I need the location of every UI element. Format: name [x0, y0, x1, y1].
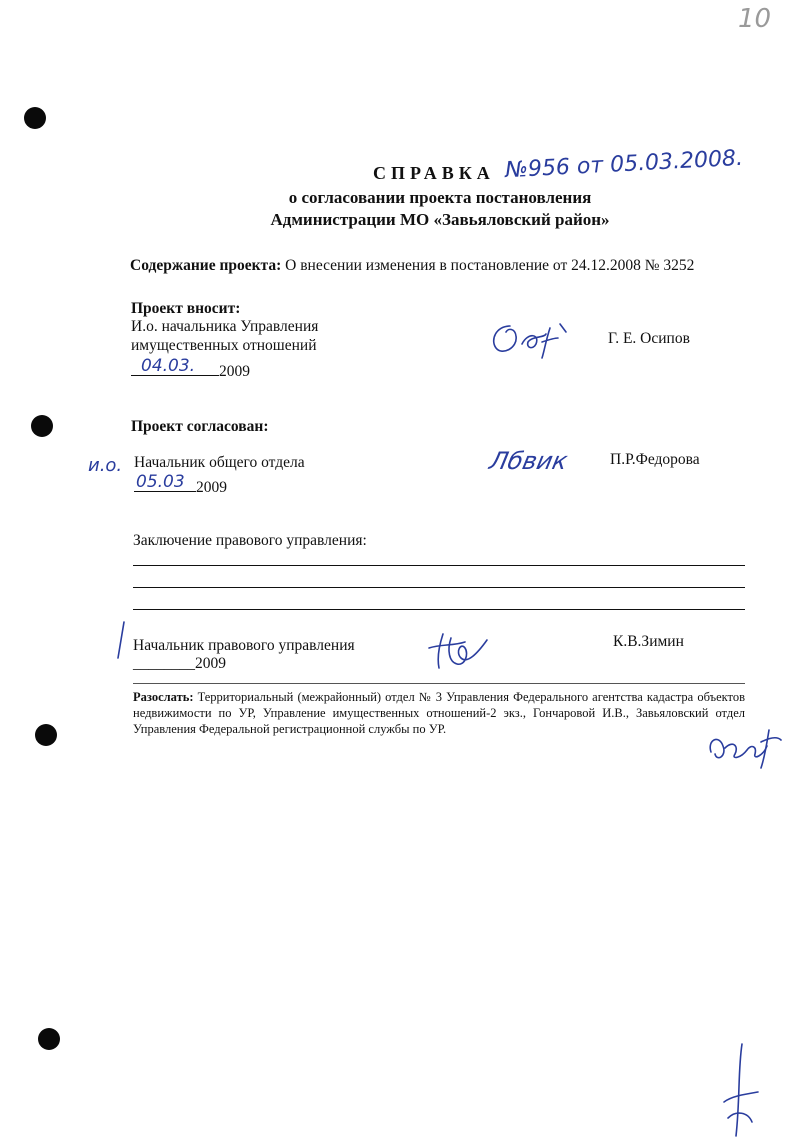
margin-signature: [718, 1040, 768, 1140]
distribution-text: Территориальный (межрайонный) отдел № 3 Управления Федерального агентства кадастра объектов недвижимости по УР, Управление имущественных отношений-2 экз., Гончаровой И.В., Завьяловский отдел Управления Федеральной регистрационной службы по УР.: [133, 690, 745, 736]
legal-year: 2009: [195, 655, 226, 672]
legal-name: К.В.Зимин: [613, 633, 684, 650]
submitter-date-blank: [131, 357, 219, 376]
subtitle-line-2: Администрации МО «Завьяловский район»: [270, 210, 610, 229]
submitter-year: 2009: [219, 363, 250, 380]
approval-date: [134, 473, 227, 497]
approval-name: П.Р.Федорова: [610, 451, 700, 468]
registration-note: №956 от 05.03.2008.: [504, 145, 744, 184]
submitter-heading: Проект вносит:: [131, 300, 241, 317]
submitter-position-line-1: И.о. начальника Управления: [131, 318, 319, 335]
subtitle-line-1: о согласовании проекта постановления: [288, 188, 592, 207]
punch-hole-3: [35, 724, 57, 746]
submitter-name: Г. Е. Осипов: [608, 330, 690, 347]
distribution-separator: [133, 683, 745, 684]
conclusion-line-2: [133, 587, 745, 588]
approval-date-blank: [134, 473, 196, 492]
punch-hole-4: [38, 1028, 60, 1050]
distribution-block: [133, 689, 745, 737]
project-content-label: Содержание проекта:: [130, 257, 282, 274]
submitter-signature: [488, 318, 588, 363]
approval-signature: Лбвик: [487, 447, 571, 475]
page-number-mark: 10: [738, 4, 772, 34]
approval-date-hand: 05.03: [136, 472, 185, 492]
legal-date-blank: ________: [133, 655, 195, 672]
legal-conclusion-label: Заключение правового управления:: [133, 532, 367, 549]
legal-date: [133, 655, 226, 673]
approval-heading: Проект согласован:: [131, 418, 269, 435]
approval-position: Начальник общего отдела: [134, 454, 305, 471]
legal-signature: [425, 628, 495, 673]
conclusion-line-3: [133, 609, 745, 610]
distribution-signature: [705, 722, 785, 772]
punch-hole-1: [24, 107, 46, 129]
submitter-position-line-2: имущественных отношений: [131, 337, 317, 354]
approval-hand-prefix: и.о.: [88, 455, 123, 476]
legal-position: Начальник правового управления: [133, 637, 355, 654]
submitter-date: [131, 357, 250, 381]
project-content: [130, 257, 694, 275]
submitter-date-hand: 04.03.: [141, 356, 196, 376]
distribution-label: Разослать:: [133, 690, 194, 704]
document-title: СПРАВКА: [373, 163, 495, 183]
conclusion-line-1: [133, 565, 745, 566]
margin-check-mark: [110, 620, 130, 660]
project-content-text: О внесении изменения в постановление от 24.12.2008 № 3252: [285, 257, 695, 274]
approval-year: 2009: [196, 479, 227, 496]
punch-hole-2: [31, 415, 53, 437]
